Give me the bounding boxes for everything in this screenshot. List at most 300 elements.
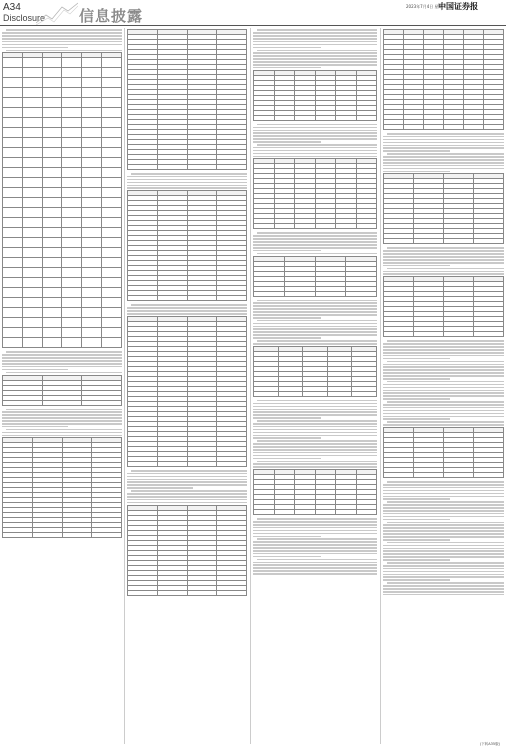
table-cell (22, 58, 42, 68)
header-decoration-icon (36, 1, 78, 25)
table-cell (444, 125, 464, 130)
table-cell (274, 115, 295, 120)
table-row (3, 128, 122, 138)
text-line (127, 481, 247, 483)
text-line (387, 542, 504, 544)
text-line (253, 44, 377, 46)
text-line (383, 594, 504, 596)
table-cell (62, 278, 82, 288)
text-line (127, 479, 247, 481)
table-cell (384, 239, 414, 244)
table-cell (82, 148, 102, 158)
table-cell (102, 198, 122, 208)
table-row (3, 88, 122, 98)
text-line (253, 463, 377, 465)
text-line (383, 413, 504, 415)
text-line (387, 340, 504, 342)
table-cell (315, 510, 336, 515)
text-line (383, 253, 504, 255)
table-cell (42, 208, 62, 218)
table-cell (102, 238, 122, 248)
table-row (3, 158, 122, 168)
table-cell (42, 248, 62, 258)
table-cell (82, 58, 102, 68)
table-cell (82, 98, 102, 108)
table-cell (102, 128, 122, 138)
table-cell (315, 291, 346, 296)
text-line (2, 414, 122, 416)
page-title: 信息披露 (79, 7, 144, 25)
text-line (253, 553, 377, 555)
table-cell (254, 391, 279, 396)
table-cell (3, 98, 23, 108)
table-cell (62, 288, 82, 298)
table-row (254, 115, 377, 120)
text-line (127, 179, 247, 181)
table-cell (62, 98, 82, 108)
table-cell (3, 258, 23, 268)
text-line (6, 372, 122, 374)
table-cell (42, 178, 62, 188)
text-line (253, 241, 377, 243)
text-line (383, 548, 504, 550)
text-line (253, 536, 321, 538)
table-row (3, 168, 122, 178)
table-row (3, 533, 122, 538)
table-cell (22, 278, 42, 288)
table-row (254, 391, 377, 396)
text-line (127, 310, 247, 312)
table-cell (62, 338, 82, 348)
table-cell (3, 158, 23, 168)
text-line (383, 395, 504, 397)
text-line (2, 420, 122, 422)
text-line (383, 387, 504, 389)
table-row (3, 118, 122, 128)
table-cell (22, 328, 42, 338)
table-cell (128, 165, 158, 170)
text-line (387, 501, 504, 503)
table-cell (62, 328, 82, 338)
text-line (253, 411, 377, 413)
table-cell (22, 98, 42, 108)
table-cell (102, 88, 122, 98)
table-cell (82, 248, 102, 258)
text-line (387, 133, 504, 135)
text-line (383, 571, 504, 573)
table-cell (157, 296, 187, 301)
text-line (383, 145, 504, 147)
text-line (253, 35, 377, 37)
table-cell (3, 138, 23, 148)
table-cell (22, 168, 42, 178)
table-cell (22, 298, 42, 308)
table-cell (102, 208, 122, 218)
table-cell (22, 258, 42, 268)
data-table (127, 29, 247, 170)
text-line (2, 363, 122, 365)
table-cell (22, 68, 42, 78)
text-line (383, 168, 504, 170)
table-cell (414, 239, 444, 244)
text-line (127, 484, 247, 486)
table-cell (102, 138, 122, 148)
table-cell (295, 510, 316, 515)
text-line (131, 304, 247, 306)
text-line (383, 545, 504, 547)
table-cell (22, 78, 42, 88)
table-cell (22, 138, 42, 148)
text-line (383, 364, 504, 366)
text-line (383, 418, 450, 420)
table-cell (62, 248, 82, 258)
table-row (3, 248, 122, 258)
table-cell (128, 296, 158, 301)
table-cell (62, 88, 82, 98)
table-cell (414, 473, 444, 478)
table-row (3, 218, 122, 228)
table-cell (82, 328, 102, 338)
text-line (257, 559, 377, 561)
table-cell (92, 533, 122, 538)
text-line (253, 409, 377, 411)
text-line (387, 268, 504, 270)
table-cell (157, 461, 187, 466)
text-line (387, 421, 504, 423)
text-line (253, 437, 321, 439)
table-row (3, 178, 122, 188)
table-cell (82, 88, 102, 98)
table-cell (102, 68, 122, 78)
table-cell (62, 218, 82, 228)
table-cell (356, 224, 377, 229)
table-cell (3, 78, 23, 88)
table-row (384, 332, 504, 337)
table-cell (42, 108, 62, 118)
text-line (257, 29, 377, 31)
table-cell (444, 239, 474, 244)
table-cell (254, 224, 275, 229)
table-cell (484, 125, 504, 130)
text-line (257, 144, 377, 146)
table-row (384, 239, 504, 244)
text-line (387, 153, 504, 155)
text-line (253, 302, 377, 304)
table-cell (254, 510, 275, 515)
table-cell (62, 78, 82, 88)
table-cell (315, 115, 336, 120)
table-cell (102, 78, 122, 88)
table-cell (22, 148, 42, 158)
table-cell (62, 68, 82, 78)
text-line (383, 355, 504, 357)
table-cell (42, 318, 62, 328)
table-row (3, 228, 122, 238)
text-line (257, 440, 377, 442)
table-cell (254, 115, 275, 120)
text-line (253, 452, 377, 454)
text-line (257, 538, 377, 540)
data-table (253, 469, 377, 515)
table-cell (274, 510, 295, 515)
table-cell (3, 118, 23, 128)
data-table (253, 256, 377, 297)
text-line (253, 326, 377, 328)
text-line (6, 409, 122, 411)
table-cell (62, 188, 82, 198)
text-line (383, 424, 504, 426)
text-line (127, 313, 247, 315)
text-line (383, 496, 504, 498)
table-cell (3, 318, 23, 328)
table-cell (303, 391, 328, 396)
header-rule (0, 25, 506, 26)
text-line (383, 165, 504, 167)
table-cell (62, 238, 82, 248)
table-cell (474, 473, 504, 478)
table-row (254, 291, 377, 296)
text-line (387, 582, 504, 584)
table-cell (32, 533, 62, 538)
text-line (6, 50, 122, 52)
table-cell (254, 291, 285, 296)
text-line (383, 588, 504, 590)
table-cell (336, 115, 357, 120)
table-cell (315, 224, 336, 229)
text-line (127, 185, 247, 187)
table-row (3, 278, 122, 288)
text-line (253, 47, 321, 49)
text-line (253, 556, 321, 558)
table-cell (82, 158, 102, 168)
table-row (3, 188, 122, 198)
text-line (257, 400, 377, 402)
table-cell (3, 188, 23, 198)
text-line (383, 484, 504, 486)
table-cell (384, 125, 404, 130)
text-line (253, 570, 377, 572)
text-line (2, 41, 122, 43)
text-line (383, 404, 504, 406)
text-line (383, 550, 504, 552)
text-line (6, 351, 122, 353)
table-cell (22, 208, 42, 218)
table-cell (284, 291, 315, 296)
text-line (2, 35, 122, 37)
text-line (383, 539, 450, 541)
text-line (2, 360, 122, 362)
text-line (387, 401, 504, 403)
text-line (253, 414, 377, 416)
table-cell (424, 125, 444, 130)
table-cell (327, 391, 352, 396)
table-cell (102, 218, 122, 228)
table-cell (82, 168, 102, 178)
text-line (253, 423, 377, 425)
text-line (383, 524, 504, 526)
text-line (383, 343, 504, 345)
text-line (387, 562, 504, 564)
data-table (2, 375, 122, 406)
table-cell (42, 328, 62, 338)
table-cell (62, 118, 82, 128)
table-cell (42, 198, 62, 208)
table-cell (3, 198, 23, 208)
text-line (383, 346, 504, 348)
table-cell (62, 178, 82, 188)
text-line (2, 32, 122, 34)
table-cell (3, 308, 23, 318)
text-line (253, 323, 377, 325)
text-line (383, 271, 504, 273)
text-line (383, 410, 504, 412)
table-cell (22, 308, 42, 318)
text-line (253, 52, 377, 54)
text-line (383, 527, 504, 529)
text-line (387, 381, 504, 383)
text-line (257, 518, 377, 520)
table-cell (3, 238, 23, 248)
table-cell (278, 391, 303, 396)
data-table (383, 427, 504, 478)
table-cell (102, 168, 122, 178)
table-cell (62, 58, 82, 68)
table-cell (102, 108, 122, 118)
text-line (383, 375, 504, 377)
text-line (127, 493, 247, 495)
table-row (3, 78, 122, 88)
table-cell (82, 258, 102, 268)
table-row (3, 318, 122, 328)
text-line (253, 567, 377, 569)
text-line (383, 533, 504, 535)
text-line (253, 235, 377, 237)
text-line (253, 406, 377, 408)
table-cell (464, 125, 484, 130)
table-cell (62, 533, 92, 538)
table-cell (22, 238, 42, 248)
table-cell (42, 288, 62, 298)
text-line (383, 273, 504, 275)
table-cell (3, 288, 23, 298)
text-line (387, 247, 504, 249)
column-4 (383, 28, 504, 744)
text-line (253, 314, 377, 316)
table-row (3, 238, 122, 248)
text-line (383, 536, 504, 538)
text-line (257, 420, 377, 422)
text-line (383, 369, 504, 371)
text-line (2, 435, 122, 437)
table-cell (42, 268, 62, 278)
table-cell (22, 318, 42, 328)
column-3 (253, 28, 377, 744)
text-line (253, 343, 377, 345)
text-line (253, 250, 321, 252)
text-line (383, 574, 504, 576)
text-line (383, 256, 504, 258)
text-line (383, 250, 504, 252)
text-line (383, 262, 504, 264)
text-line (2, 417, 122, 419)
table-cell (102, 58, 122, 68)
table-cell (474, 239, 504, 244)
table-cell (102, 318, 122, 328)
text-line (253, 328, 377, 330)
table-row (254, 510, 377, 515)
table-cell (22, 188, 42, 198)
table-cell (82, 318, 102, 328)
text-line (253, 141, 321, 143)
text-line (253, 244, 377, 246)
table-cell (62, 258, 82, 268)
table-cell (42, 138, 62, 148)
table-cell (274, 224, 295, 229)
text-line (253, 533, 377, 535)
text-line (383, 142, 504, 144)
table-cell (3, 228, 23, 238)
text-line (127, 473, 247, 475)
table-cell (3, 178, 23, 188)
text-line (253, 156, 377, 158)
table-cell (102, 178, 122, 188)
table-cell (346, 291, 377, 296)
text-line (2, 426, 68, 428)
text-line (6, 29, 122, 31)
text-line (383, 265, 450, 267)
table-row (3, 308, 122, 318)
table-cell (22, 218, 42, 228)
table-cell (336, 510, 357, 515)
table-row (3, 148, 122, 158)
text-line (387, 522, 504, 524)
text-line (127, 476, 247, 478)
table-cell (82, 218, 102, 228)
table-cell (295, 224, 316, 229)
table-cell (295, 115, 316, 120)
text-line (2, 369, 68, 371)
table-cell (102, 308, 122, 318)
table-cell (352, 391, 377, 396)
text-line (383, 352, 504, 354)
table-cell (3, 248, 23, 258)
table-cell (42, 98, 62, 108)
table-row (3, 138, 122, 148)
table-cell (3, 148, 23, 158)
text-line (253, 55, 377, 57)
text-line (253, 521, 377, 523)
text-line (127, 487, 193, 489)
table-row (3, 268, 122, 278)
table-cell (62, 158, 82, 168)
issue-date: 2023年7月4日 星期二 (406, 4, 447, 9)
table-cell (82, 178, 102, 188)
table-cell (102, 328, 122, 338)
table-cell (42, 158, 62, 168)
table-cell (62, 108, 82, 118)
text-line (253, 426, 377, 428)
table-cell (474, 332, 504, 337)
table-cell (22, 198, 42, 208)
column-2 (127, 28, 247, 744)
table-cell (217, 461, 247, 466)
table-cell (3, 88, 23, 98)
table-row (3, 258, 122, 268)
table-row (3, 208, 122, 218)
table-cell (42, 88, 62, 98)
text-line (253, 562, 377, 564)
table-row (128, 461, 247, 466)
